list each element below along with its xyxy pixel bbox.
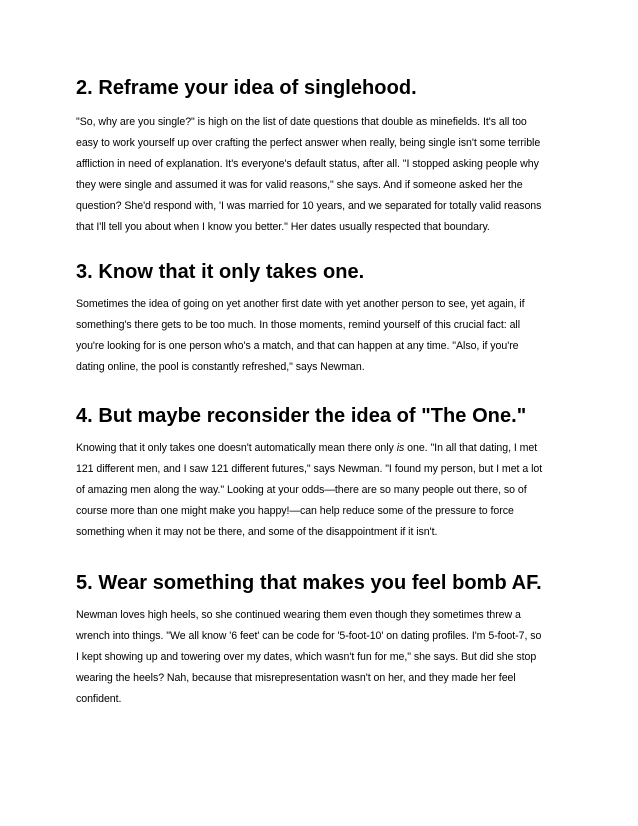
paragraph-line: dating online, the pool is constantly refreshed," says Newman. [76, 361, 365, 373]
paragraph-line: "So, why are you single?" is high on the list of date questions that double as minefields. It's all too [76, 116, 527, 128]
paragraph-line: something's there gets to be too much. In those moments, remind yourself of this crucial fact: all [76, 319, 521, 331]
text-run: one. "In all that dating, I met [404, 442, 538, 454]
text-run: Knowing that it only takes one doesn't automatically mean there only [76, 442, 397, 454]
paragraph-line: that I'll tell you about when I know you better." Her dates usually respected that boundary. [76, 221, 490, 233]
paragraph-line: wrench into things. "We all know '6 feet' can be code for '5-foot-10' on dating profiles. I'm 5-foot-7, so [76, 630, 542, 642]
section-heading: 3. Know that it only takes one. [76, 261, 365, 283]
section-paragraph [76, 294, 576, 378]
paragraph-line: Sometimes the idea of going on yet another first date with yet another person to see, yet again, if [76, 298, 525, 310]
paragraph-line: I kept showing up and towering over my dates, which wasn't fun for me," she says. But did she stop [76, 651, 537, 663]
section-the-one [76, 404, 576, 543]
section-wear-something [76, 571, 576, 710]
paragraph-line: they were single and assumed it was for valid reasons," she says. And if someone asked her the [76, 179, 523, 191]
paragraph-line: affliction in need of explanation. It's everyone's default status, after all. "I stopped asking people why [76, 158, 539, 170]
section-heading: 4. But maybe reconsider the idea of "The One." [76, 405, 527, 427]
section-only-takes-one [76, 260, 576, 378]
paragraph-line: 121 different men, and I saw 121 different futures," says Newman. "I found my person, but I met a lot [76, 463, 543, 475]
section-heading: 2. Reframe your idea of singlehood. [76, 77, 417, 99]
paragraph-line: Newman loves high heels, so she continued wearing them even though they sometimes threw a [76, 609, 521, 621]
section-reframe-singlehood [76, 76, 576, 238]
paragraph-line: something when it may not be there, and some of the disappointment if it isn't. [76, 526, 438, 538]
section-paragraph [76, 605, 576, 710]
section-heading: 5. Wear something that makes you feel bomb AF. [76, 572, 542, 594]
paragraph-line: question? She'd respond with, 'I was married for 10 years, and we separated for totally valid reasons [76, 200, 542, 212]
paragraph-line: wearing the heels? Nah, because that misrepresentation wasn't on her, and they made her feel [76, 672, 516, 684]
paragraph-line [76, 438, 576, 459]
emphasis-text: is [396, 442, 405, 454]
paragraph-line: you're looking for is one person who's a match, and that can happen at any time. "Also, if you're [76, 340, 519, 352]
section-paragraph [76, 438, 576, 543]
section-paragraph [76, 112, 576, 238]
paragraph-line: of amazing men along the way." Looking at your odds—there are so many people out there, so of [76, 484, 527, 496]
paragraph-line: easy to work yourself up over crafting the perfect answer when really, being single isn't some terrible [76, 137, 541, 149]
paragraph-line: confident. [76, 693, 122, 705]
paragraph-line: course more than one might make you happy!—can help reduce some of the pressure to force [76, 505, 514, 517]
